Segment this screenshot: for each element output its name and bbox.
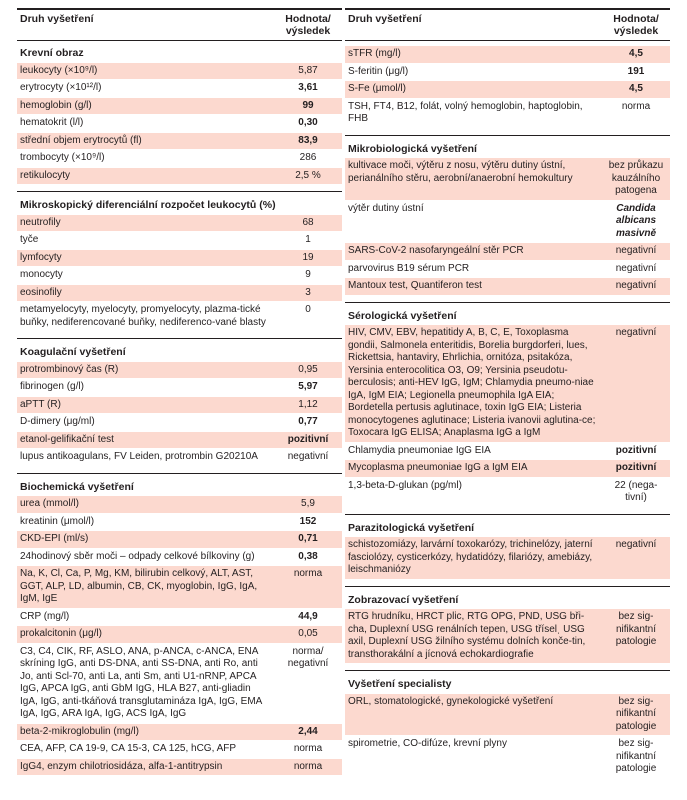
test-label: etanol-gelifikační test bbox=[20, 433, 114, 445]
section bbox=[345, 302, 670, 508]
test-label: Mycoplasma pneumoniae IgG a IgM EIA bbox=[348, 462, 528, 473]
test-label: Chlamydia pneumoniae IgG EIA bbox=[348, 444, 491, 456]
test-value: 4,5 bbox=[629, 83, 643, 94]
test-label: retikulocyty bbox=[20, 169, 71, 181]
section bbox=[345, 670, 670, 779]
table-row bbox=[17, 285, 342, 303]
table-row bbox=[17, 133, 342, 151]
table-row bbox=[17, 362, 342, 380]
test-label: 1,3-beta-D-glukan (pg/ml) bbox=[348, 479, 462, 491]
section-title: Vyšetření specialisty bbox=[348, 678, 452, 690]
test-label: hemoglobin (g/l) bbox=[20, 99, 92, 111]
test-label: 24hodinový sběr moči – odpady celkové bílkoviny (g) bbox=[20, 550, 255, 562]
section-title: Parazitologická vyšetření bbox=[348, 521, 475, 534]
test-label: parvovirus B19 sérum PCR bbox=[348, 262, 470, 274]
section-title: Koagulační vyšetření bbox=[20, 346, 126, 358]
test-label: protrombinový čas (R) bbox=[20, 363, 119, 375]
table-row bbox=[345, 460, 670, 478]
test-value: pozitivní bbox=[615, 462, 657, 473]
test-value: norma bbox=[293, 568, 323, 579]
section-title: Biochemická vyšetření bbox=[20, 480, 134, 493]
table-row bbox=[17, 397, 342, 415]
table-row bbox=[17, 531, 342, 549]
test-label: S-Fe (μmol/l) bbox=[348, 83, 406, 94]
section-title: Zobrazovací vyšetření bbox=[348, 593, 459, 606]
test-value: 22 (nega-tivní) bbox=[614, 479, 658, 503]
header-value: Hodnota/ výsledek bbox=[285, 13, 331, 37]
test-value: 3,61 bbox=[298, 82, 318, 93]
test-label: RTG hrudníku, HRCT plic, RTG OPG, PND, USG bři-cha, Duplexní USG renálních tepen, USG tříselˌ USG axil, Duplexní USG žilního systému dolních konče-tin, transthorakální a jícnová echokardiografie bbox=[348, 611, 586, 660]
test-value: bez sig-nifikantní patologie bbox=[615, 695, 657, 732]
test-value: norma bbox=[293, 760, 323, 772]
test-value: 4,5 bbox=[629, 48, 643, 59]
test-value: 9 bbox=[305, 269, 311, 280]
table-row bbox=[17, 759, 342, 777]
table-row bbox=[17, 232, 342, 250]
table-row bbox=[17, 379, 342, 397]
test-value: 5,97 bbox=[298, 381, 318, 392]
test-value: 1,12 bbox=[298, 398, 318, 410]
table-row bbox=[345, 537, 670, 580]
test-label: metamyelocyty, myelocyty, promyelocyty, plazma-tické buňky, nediferencované buňky, nediferenco-vané blasty bbox=[20, 304, 266, 328]
table-row bbox=[345, 81, 670, 99]
test-value: negativní bbox=[615, 262, 657, 274]
test-label: výtěr dutiny ústní bbox=[348, 202, 424, 214]
test-label: erytrocyty (×10¹²/l) bbox=[20, 82, 102, 93]
table-row bbox=[345, 64, 670, 82]
test-value: negativní bbox=[615, 327, 657, 338]
section bbox=[345, 135, 670, 296]
left-column bbox=[17, 8, 342, 776]
table-row bbox=[17, 80, 342, 98]
table-row bbox=[17, 644, 342, 724]
test-label: Na, K, Cl, Ca, P, Mg, KM, bilirubin celkový, ALT, AST, GGT, ALP, LD, albumin, CB, CK, myoglobin, IgG, IgA, IgM, IgE bbox=[20, 568, 258, 604]
test-value: 0,38 bbox=[298, 550, 318, 562]
table-row bbox=[345, 478, 670, 508]
table-header bbox=[345, 8, 670, 41]
test-label: kreatinin (μmol/l) bbox=[20, 515, 95, 527]
test-label: lupus antikoagulans, FV Leiden, protrombin G20210A bbox=[20, 451, 258, 462]
table-row bbox=[345, 609, 670, 664]
table-row bbox=[345, 325, 670, 443]
test-value: 152 bbox=[299, 515, 317, 527]
test-label: HIV, CMV, EBV, hepatitidy A, B, C, E, Toxoplasma gondii, Salmonela enteritidis, Borelia burgdorferi, lues, Rickettsia, hantaviry, Ehrlichia, ornitóza, psitakóza, Yersinia enterocolitica O3, O9; Yersinia pseudotu-berculosis; anti-HEV IgG, IgM; Chlamydia pneumo-niae IgA, IgM EIA; Legionella pneumophila IgA EIA; Bordetella pertusis aglutinace, toxin IgG EIA; Listeria monocytogenes aglutinace; Listeria ivanovii aglutina-ce; Toxocara IgG ELISA; Anaplasma IgG a IgM bbox=[348, 327, 596, 438]
test-value: bez sig-nifikantní patologie bbox=[615, 738, 657, 774]
table-row bbox=[345, 736, 670, 779]
table-row bbox=[345, 261, 670, 279]
test-label: TSH, FT4, B12, folát, volný hemoglobin, haptoglobin, FHB bbox=[348, 100, 583, 124]
test-value: 5,9 bbox=[301, 498, 315, 509]
table-row bbox=[17, 724, 342, 742]
table-row bbox=[17, 549, 342, 567]
test-value: negativní bbox=[615, 245, 657, 256]
table-row bbox=[17, 250, 342, 268]
test-value: norma bbox=[621, 100, 651, 112]
section-title: Mikroskopický diferenciální rozpočet leukocytů (%) bbox=[20, 199, 276, 211]
test-label: hematokrit (l/l) bbox=[20, 117, 84, 128]
test-label: CRP (mg/l) bbox=[20, 610, 70, 622]
test-label: prokalcitonin (μg/l) bbox=[20, 628, 102, 639]
table-row bbox=[17, 741, 342, 759]
test-value: pozitivní bbox=[615, 444, 657, 456]
table-row bbox=[17, 63, 342, 81]
test-value: 0,77 bbox=[298, 416, 318, 427]
test-value: pozitivní bbox=[287, 433, 329, 445]
test-value: 286 bbox=[299, 152, 317, 163]
table-row bbox=[17, 496, 342, 514]
table-row bbox=[345, 443, 670, 461]
test-label: trombocyty (×10⁹/l) bbox=[20, 152, 105, 163]
table-header bbox=[17, 8, 342, 41]
table-row bbox=[17, 215, 342, 233]
test-value: 2,44 bbox=[298, 725, 318, 737]
table-row bbox=[17, 115, 342, 133]
test-label: C3, C4, CIK, RF, ASLO, ANA, p-ANCA, c-ANCA, ENA skríning IgG, anti DS-DNA, anti SS-DNA, anti Ro, anti Jo, anti Scl-70, anti La, anti Sm, anti U1-nRNP, APCA IgG, APCA IgG, anti GbM IgG, HLA B27, anti-gliadin IgA, IgG, anti-tkáňová transglutamináza IgA, IgG, EMA IgA, IgG, ARA IgA, IgG, ACS IgA, IgG bbox=[20, 645, 262, 719]
table-row bbox=[17, 267, 342, 285]
test-value: negativní bbox=[287, 451, 329, 462]
table-row bbox=[17, 432, 342, 450]
test-label: urea (mmol/l) bbox=[20, 498, 79, 509]
table-row bbox=[17, 449, 342, 467]
test-label: leukocyty (×10⁹/l) bbox=[20, 64, 98, 76]
test-value: 68 bbox=[302, 216, 314, 228]
test-value: norma bbox=[293, 743, 323, 754]
section-title: Krevní obraz bbox=[20, 47, 84, 59]
test-label: střední objem erytrocytů (fl) bbox=[20, 134, 142, 146]
table-row bbox=[17, 414, 342, 432]
table-row bbox=[17, 566, 342, 609]
test-label: CKD-EPI (ml/s) bbox=[20, 533, 89, 544]
header-test-type: Druh vyšetření bbox=[348, 13, 422, 25]
test-value: 0,30 bbox=[298, 117, 318, 128]
test-label: sTFR (mg/l) bbox=[348, 48, 401, 59]
table-row bbox=[17, 150, 342, 168]
table-row bbox=[345, 694, 670, 737]
table-row bbox=[17, 302, 342, 332]
table-row bbox=[17, 514, 342, 532]
test-value: 0,71 bbox=[298, 533, 318, 544]
table-row bbox=[345, 46, 670, 64]
test-value: bez průkazu kauzálního patogena bbox=[608, 160, 664, 196]
test-value: negativní bbox=[615, 539, 657, 550]
table-row bbox=[17, 98, 342, 116]
section bbox=[17, 191, 342, 332]
test-label: ORL, stomatologické, gynekologické vyšetření bbox=[348, 695, 554, 707]
section bbox=[17, 338, 342, 467]
test-label: eosinofily bbox=[20, 286, 62, 298]
header-test-type: Druh vyšetření bbox=[20, 13, 94, 25]
test-value: 1 bbox=[305, 234, 311, 245]
test-value: 3 bbox=[305, 286, 311, 298]
test-label: spirometrie, CO-difúze, krevní plyny bbox=[348, 738, 507, 749]
section bbox=[345, 586, 670, 665]
table-row bbox=[17, 168, 342, 186]
test-value: 0,05 bbox=[298, 628, 318, 639]
test-value: 0 bbox=[305, 304, 311, 315]
section-title: Sérologická vyšetření bbox=[348, 309, 457, 322]
table-row bbox=[17, 609, 342, 627]
section-title: Mikrobiologická vyšetření bbox=[348, 142, 477, 155]
test-value: 2,5 % bbox=[295, 169, 321, 181]
test-value: 0,95 bbox=[298, 363, 318, 375]
test-label: CEA, AFP, CA 19-9, CA 15-3, CA 125, hCG, AFP bbox=[20, 743, 237, 754]
test-label: SARS-CoV-2 nasofaryngeální stěr PCR bbox=[348, 245, 524, 256]
header-value: Hodnota/ výsledek bbox=[613, 13, 659, 37]
table-row bbox=[345, 278, 670, 296]
table-row bbox=[345, 99, 670, 129]
test-value: 44,9 bbox=[298, 610, 318, 622]
table-row bbox=[345, 158, 670, 201]
test-label: schistozomiázy, larvární toxokarózy, trichinelózy, jaterní fasciolózy, cysticerkózy, hydatidózy, filariózy, amebiázy, leischmaniózy bbox=[348, 539, 593, 575]
test-value: Candida albicans masivně bbox=[615, 202, 657, 239]
test-value: bez sig-nifikantní patologie bbox=[615, 611, 657, 647]
test-value: norma/ negativní bbox=[287, 645, 329, 669]
test-value: 5,87 bbox=[298, 64, 318, 76]
section bbox=[345, 514, 670, 580]
test-value: negativní bbox=[615, 280, 657, 291]
test-label: fibrinogen (g/l) bbox=[20, 381, 84, 392]
test-label: beta-2-mikroglobulin (mg/l) bbox=[20, 725, 139, 737]
table-row bbox=[17, 626, 342, 644]
right-column bbox=[345, 8, 670, 779]
test-label: neutrofily bbox=[20, 216, 61, 228]
section bbox=[17, 473, 342, 777]
test-label: Mantoux test, Quantiferon test bbox=[348, 280, 482, 291]
table-row bbox=[345, 201, 670, 244]
test-label: kultivace moči, výtěru z nosu, výtěru dutiny ústní, perianálního stěru, aerobní/anaerobní hemokultury bbox=[348, 160, 573, 184]
test-value: 191 bbox=[627, 65, 645, 77]
test-value: 99 bbox=[302, 99, 314, 111]
test-label: lymfocyty bbox=[20, 251, 62, 263]
test-label: IgG4, enzym chilotriosidáza, alfa-1-antitrypsin bbox=[20, 760, 223, 772]
section bbox=[345, 41, 670, 129]
test-label: monocyty bbox=[20, 269, 63, 280]
test-label: tyče bbox=[20, 234, 39, 245]
table-row bbox=[345, 243, 670, 261]
test-label: D-dimery (μg/ml) bbox=[20, 416, 95, 427]
test-value: 83,9 bbox=[298, 134, 318, 146]
section bbox=[17, 41, 342, 185]
test-value: 19 bbox=[302, 251, 314, 263]
test-label: S-feritin (μg/l) bbox=[348, 65, 409, 77]
test-label: aPTT (R) bbox=[20, 398, 61, 410]
